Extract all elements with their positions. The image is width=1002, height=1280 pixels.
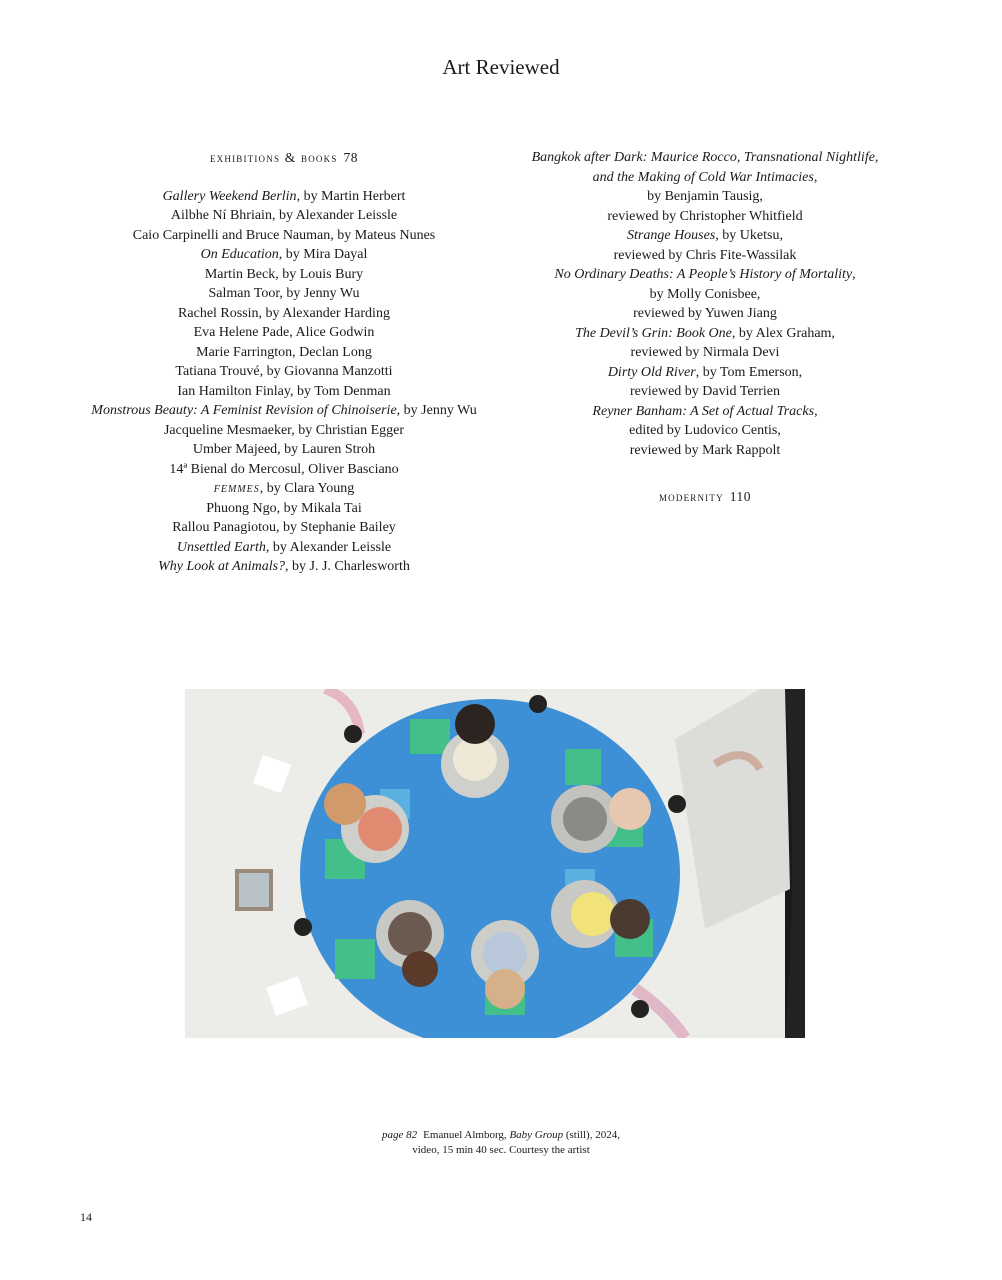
review-byline: Umber Majeed, by Lauren Stroh xyxy=(192,442,376,457)
book-title: The Devil’s Grin: Book One xyxy=(575,325,732,341)
book-review-list xyxy=(520,148,890,460)
caption-line-1 xyxy=(0,1128,1002,1143)
image-caption xyxy=(0,1128,1002,1158)
review-byline: Salman Toor, by Jenny Wu xyxy=(208,286,360,301)
book-title: Dirty Old River xyxy=(607,364,696,380)
review-byline: , by J. J. Charlesworth xyxy=(285,559,410,574)
book-review-line xyxy=(520,363,890,383)
book-credit: , xyxy=(813,169,818,185)
book-credit: , xyxy=(852,267,856,282)
review-byline: , by Martin Herbert xyxy=(296,188,406,204)
book-credit: , xyxy=(814,403,818,419)
review-byline: Tatiana Trouvé, by Giovanna Manzotti xyxy=(175,364,393,379)
review-title: Monstrous Beauty: A Feminist Revision of Chinoiserie xyxy=(91,403,397,418)
review-entry xyxy=(60,343,508,363)
book-review-line xyxy=(520,168,890,188)
review-entry xyxy=(60,557,508,577)
review-entry xyxy=(60,187,508,207)
review-entry xyxy=(60,265,508,285)
book-review-line xyxy=(520,421,890,441)
book-credit: , by Uketsu, xyxy=(715,228,783,243)
book-credit: reviewed by Chris Fite-Wassilak xyxy=(613,247,797,263)
review-entry xyxy=(60,518,508,538)
review-entry xyxy=(60,460,508,480)
review-title: femmes xyxy=(213,481,260,496)
book-review-line xyxy=(520,382,890,402)
book-title: Reyner Banham: A Set of Actual Tracks xyxy=(592,403,815,419)
caption-line-2: video, 15 min 40 sec. Courtesy the artist xyxy=(412,1144,590,1156)
review-title: Why Look at Animals? xyxy=(158,559,286,574)
book-credit: , by Alex Graham, xyxy=(731,325,835,341)
review-byline: 14ª Bienal do Mercosul, Oliver Basciano xyxy=(169,461,399,477)
section-page-number: 78 xyxy=(343,150,359,165)
section-heading-label: exhibitions & books xyxy=(209,150,338,165)
book-title: No Ordinary Deaths: A People’s History of Mortality xyxy=(554,267,853,282)
book-title: and the Making of Cold War Intimacies xyxy=(592,169,814,185)
book-review-line xyxy=(520,207,890,227)
book-credit: reviewed by Nirmala Devi xyxy=(630,345,780,360)
book-review-line xyxy=(520,402,890,422)
book-title: Bangkok after Dark: Maurice Rocco, Transnational Nightlife, xyxy=(531,150,879,165)
book-credit: reviewed by David Terrien xyxy=(630,384,780,399)
caption-work-title: Baby Group xyxy=(509,1129,564,1141)
review-title: Unsettled Earth xyxy=(176,539,266,555)
section-heading-label: modernity xyxy=(658,489,724,504)
book-credit: reviewed by Yuwen Jiang xyxy=(633,306,777,321)
book-review-line xyxy=(520,304,890,324)
baby-group-still-image xyxy=(185,689,805,1038)
book-credit: edited by Ludovico Centis, xyxy=(629,423,781,438)
review-entry xyxy=(60,421,508,441)
section-heading-modernity xyxy=(520,487,890,507)
review-title: Gallery Weekend Berlin xyxy=(162,188,297,204)
book-credit: , by Tom Emerson, xyxy=(695,364,803,380)
review-byline: Jacqueline Mesmaeker, by Christian Egger xyxy=(163,422,405,438)
review-entry xyxy=(60,206,508,226)
book-review-line xyxy=(520,265,890,285)
review-byline: , by Jenny Wu xyxy=(396,403,477,418)
review-entry xyxy=(60,323,508,343)
book-title: Strange Houses xyxy=(627,228,716,243)
page-title: Art Reviewed xyxy=(442,55,560,79)
review-entry xyxy=(60,440,508,460)
page-number: 14 xyxy=(80,1210,92,1224)
book-credit: by Benjamin Tausig, xyxy=(647,189,763,204)
review-byline: , by Mira Dayal xyxy=(278,247,368,262)
review-byline: , by Clara Young xyxy=(259,481,355,496)
review-entry xyxy=(60,401,508,421)
review-entry xyxy=(60,304,508,324)
book-credit: reviewed by Mark Rappolt xyxy=(629,442,781,458)
review-entry xyxy=(60,538,508,558)
book-credit: reviewed by Christopher Whitfield xyxy=(607,208,803,224)
review-entry xyxy=(60,245,508,265)
book-review-line xyxy=(520,148,890,168)
book-review-line xyxy=(520,226,890,246)
review-entry xyxy=(60,479,508,499)
book-review-line xyxy=(520,285,890,305)
caption-details: (still), 2024, xyxy=(563,1129,620,1141)
book-review-line xyxy=(520,343,890,363)
review-byline: Martin Beck, by Louis Bury xyxy=(204,266,364,282)
review-entry xyxy=(60,362,508,382)
section-page-number: 110 xyxy=(729,489,752,504)
review-entry xyxy=(60,382,508,402)
review-byline: Marie Farrington, Declan Long xyxy=(196,344,372,360)
book-review-line xyxy=(520,187,890,207)
book-review-line xyxy=(520,441,890,461)
review-byline: Rachel Rossin, by Alexander Harding xyxy=(178,305,390,321)
review-title: On Education xyxy=(200,247,279,262)
caption-artist: Emanuel Almborg, xyxy=(423,1129,510,1141)
review-entry xyxy=(60,226,508,246)
review-byline: , by Alexander Leissle xyxy=(265,539,392,555)
review-byline: Rallou Panagiotou, by Stephanie Bailey xyxy=(172,520,396,535)
book-review-line xyxy=(520,246,890,266)
exhibitions-books-column xyxy=(60,148,508,577)
artwork-photo-illustration xyxy=(185,689,805,1038)
book-credit: by Molly Conisbee, xyxy=(649,286,761,302)
review-entry xyxy=(60,284,508,304)
review-entry xyxy=(60,499,508,519)
review-byline: Caio Carpinelli and Bruce Nauman, by Mateus Nunes xyxy=(132,227,436,243)
section-heading-exhibitions xyxy=(60,148,508,168)
review-list xyxy=(60,187,508,577)
book-review-line xyxy=(520,324,890,344)
review-byline: Ian Hamilton Finlay, by Tom Denman xyxy=(177,383,391,399)
caption-page-ref: page 82 xyxy=(382,1129,418,1141)
review-byline: Eva Helene Pade, Alice Godwin xyxy=(193,325,375,340)
review-byline: Ailbhe Ní Bhriain, by Alexander Leissle xyxy=(170,208,398,223)
review-byline: Phuong Ngo, by Mikala Tai xyxy=(206,500,362,516)
books-column xyxy=(520,148,890,526)
